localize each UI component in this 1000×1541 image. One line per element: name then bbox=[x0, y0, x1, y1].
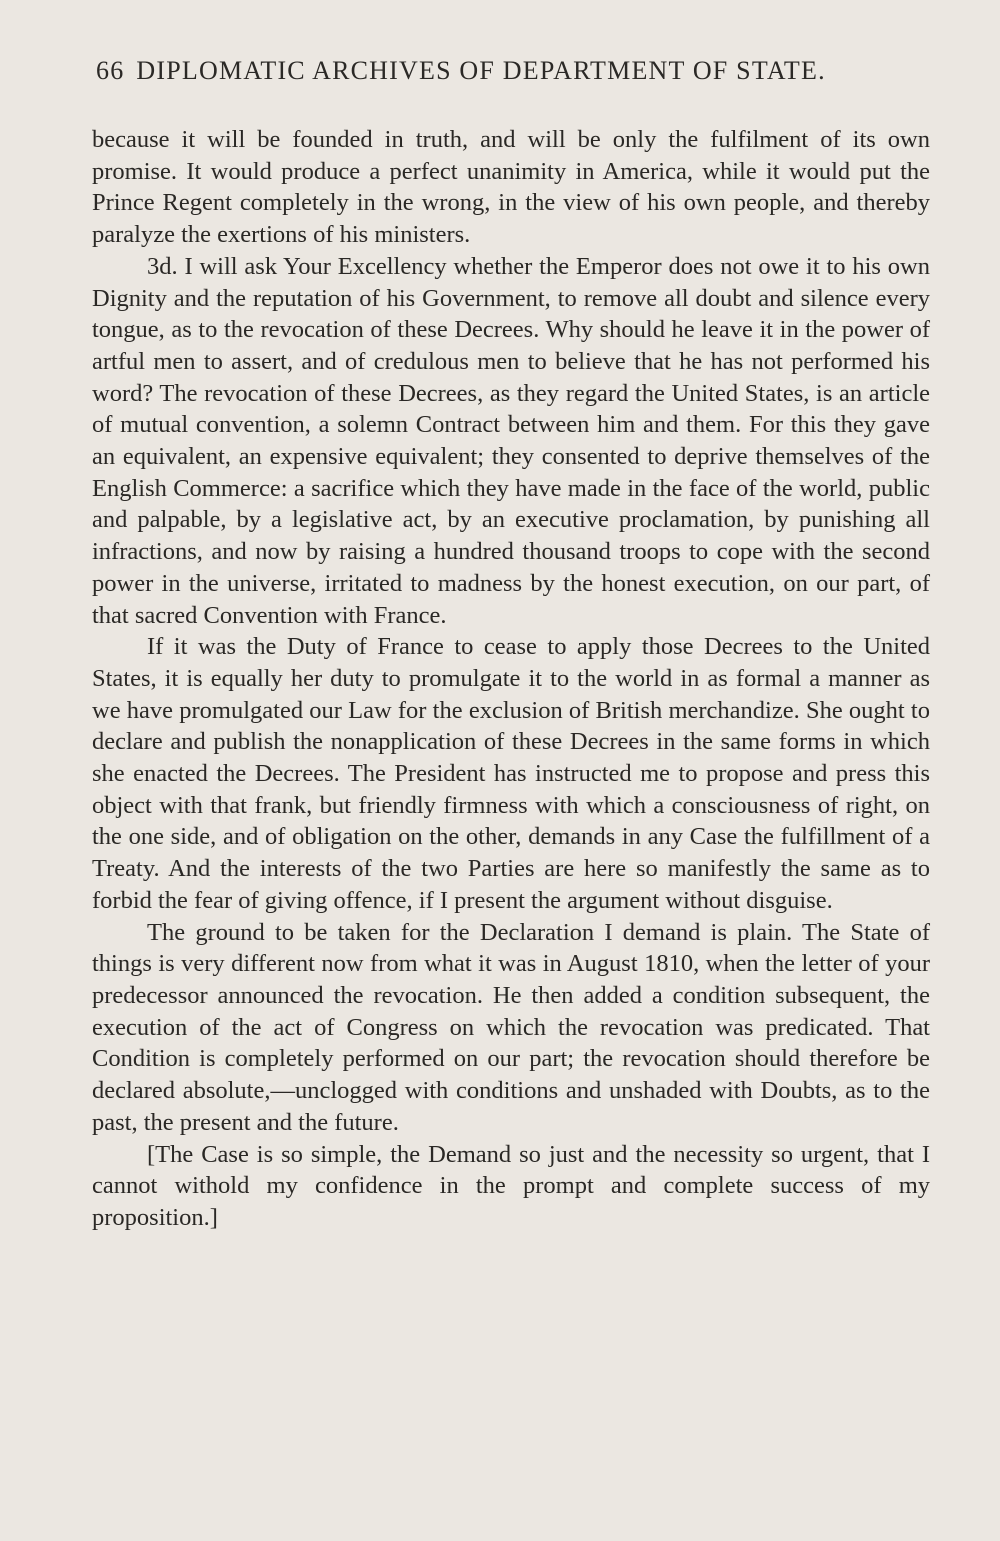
running-title: DIPLOMATIC ARCHIVES OF DEPARTMENT OF STATE. bbox=[136, 56, 826, 85]
paragraph-continuation: because it will be founded in truth, and will be only the fulfilment of its own promise. It would produce a perfect unanimity in America, while it would put the Prince Regent completely in the wrong, in the view of his own people, and thereby paralyze the exertions of his ministers. bbox=[92, 126, 930, 249]
paragraph-3d: 3d. I will ask Your Excellency whether the Emperor does not owe it to his own Dignity and the reputation of his Government, to remove all doubt and silence every tongue, as to the revocation of these Decrees. Why should he leave it in the power of artful men to assert, and of credulous men to believe that he has not performed his word? The revocation of these Decrees, as they regard the United States, is an article of mutual convention, a solemn Contract between him and them. For this they gave an equivalent, an expensive equivalent; they consented to deprive themselves of the English Commerce: a sacrifice which they have made in the face of the world, public and palpable, by a legislative act, by an executive proclamation, by punishing all infractions, and now by raising a hundred thousand troops to cope with the second power in the universe, irritated to madness by the honest execution, on our part, of that sacred Convention with France. bbox=[92, 252, 930, 629]
running-header bbox=[96, 56, 876, 96]
page-number: 66 bbox=[96, 56, 125, 85]
paragraph-bracketed-closing: [The Case is so simple, the Demand so just and the necessity so urgent, that I cannot withold my confidence in the prompt and complete success of my proposition.] bbox=[92, 1140, 930, 1231]
paragraph-ground-for-declaration: The ground to be taken for the Declaration I demand is plain. The State of things is very different now from what it was in August 1810, when the letter of your predecessor announced the revocation. He then added a condition subsequent, the execution of the act of Congress on which the revocation was predicated. That Condition is completely performed on our part; the revocation should therefore be declared absolute,—unclogged with conditions and unshaded with Doubts, as to the past, the present and the future. bbox=[92, 918, 930, 1136]
body-text bbox=[92, 124, 930, 1234]
paragraph-duty-of-france: If it was the Duty of France to cease to apply those Decrees to the United States, it is equally her duty to promulgate it to the world in as formal a manner as we have promulgated our Law for the exclusion of British merchandize. She ought to declare and publish the nonapplication of these Decrees in the same forms in which she enacted the Decrees. The President has instructed me to propose and press this object with that frank, but friendly firmness with which a consciousness of right, on the one side, and of obligation on the other, demands in any Case the fulfillment of a Treaty. And the interests of the two Parties are here so manifestly the same as to forbid the fear of giving offence, if I present the argument without disguise. bbox=[92, 633, 930, 914]
